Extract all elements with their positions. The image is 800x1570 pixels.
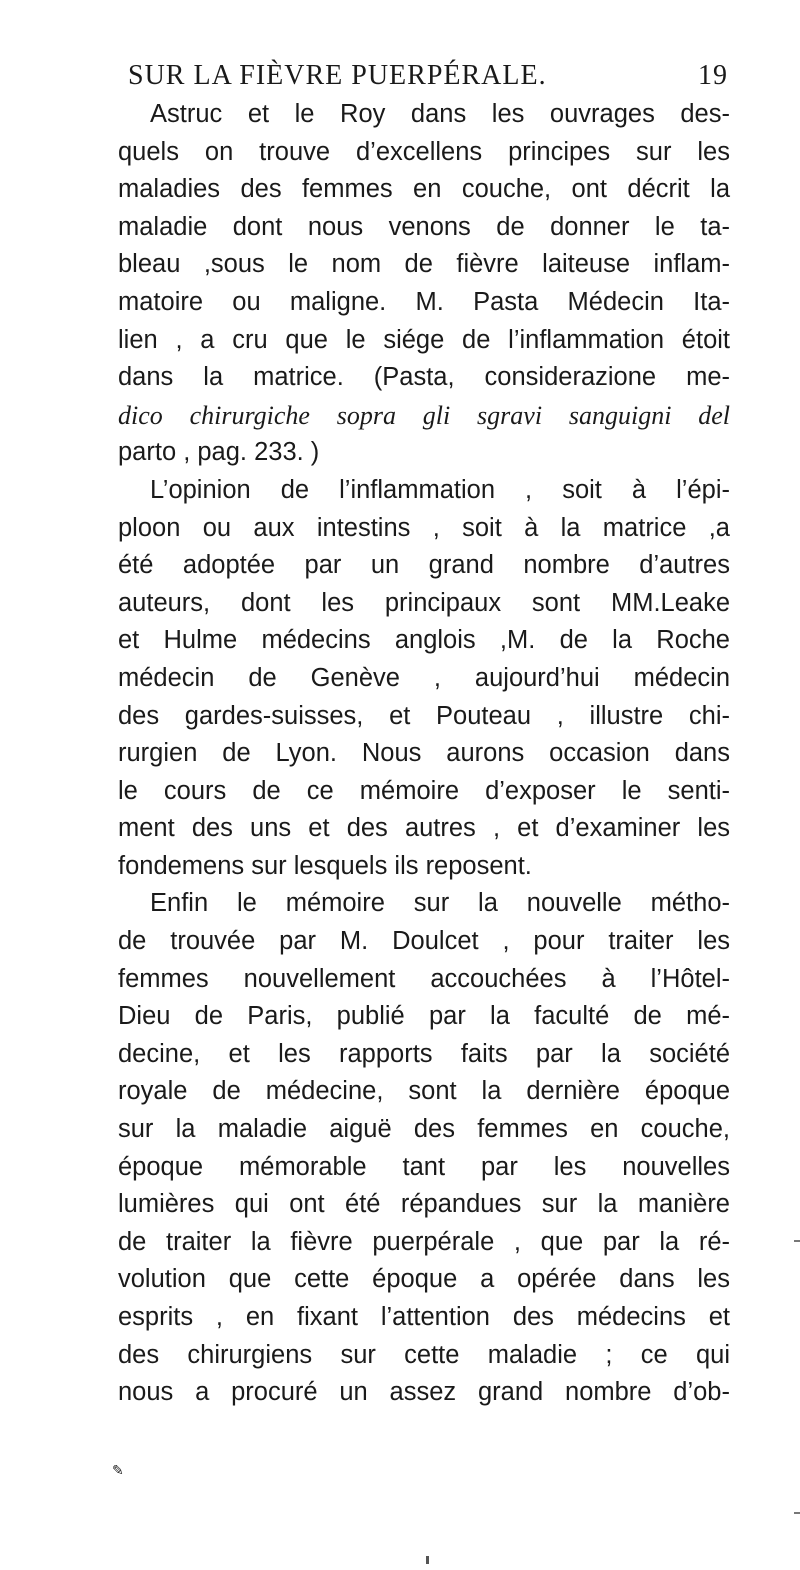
text-line: Dieu de Paris, publié par la faculté de mé- — [118, 1002, 730, 1031]
text-line: royale de médecine, sont la dernière époque — [118, 1077, 730, 1106]
text-line: époque mémorable tant par les nouvelles — [118, 1152, 730, 1181]
text-line: ploon ou aux intestins , soit à la matrice ,a — [118, 513, 730, 542]
edge-tick — [794, 1512, 800, 1514]
text-line: de trouvée par M. Doulcet , pour traiter les — [118, 927, 730, 956]
text-line: le cours de ce mémoire d’exposer le senti- — [118, 776, 730, 805]
citation-line: parto , pag. 233. ) — [118, 438, 320, 467]
text-line: médecin de Genève , aujourd’hui médecin — [118, 663, 730, 692]
text-line: quels on trouve d’excellens principes sur les — [118, 137, 730, 166]
body-text — [118, 96, 730, 1412]
text-line: maladie dont nous venons de donner le ta- — [118, 212, 730, 241]
text-line: de traiter la fièvre puerpérale , que par la ré- — [118, 1227, 730, 1256]
text-line: et Hulme médecins anglois ,M. de la Roche — [118, 626, 730, 655]
text-line: esprits , en fixant l’attention des médecins et — [118, 1303, 730, 1331]
running-head — [128, 60, 728, 96]
ink-speck — [426, 1556, 429, 1564]
text-line: lien , a cru que le siége de l’inflammation étoit — [118, 325, 730, 354]
page-number: 19 — [698, 60, 728, 91]
text-line: été adoptée par un grand nombre d’autres — [118, 551, 730, 580]
text-line: sur la maladie aiguë des femmes en couche, — [118, 1115, 730, 1144]
text-line: Astruc et le Roy dans les ouvrages des- — [150, 100, 730, 128]
text-line: des chirurgiens sur cette maladie ; ce qui — [118, 1340, 730, 1369]
text-line: femmes nouvellement accouchées à l’Hôtel- — [118, 964, 730, 993]
margin-mark-icon: ✎ — [112, 1463, 124, 1479]
text-line: L’opinion de l’inflammation , soit à l’épi- — [150, 475, 730, 504]
text-line: decine, et les rapports faits par la société — [118, 1039, 730, 1068]
text-line: matoire ou maligne. M. Pasta Médecin Ita- — [118, 287, 730, 316]
running-head-title: SUR LA FIÈVRE PUERPÉRALE. — [128, 60, 547, 91]
text-line: auteurs, dont les principaux sont MM.Leake — [118, 588, 730, 617]
text-line: des gardes-suisses, et Pouteau , illustre chi- — [118, 701, 730, 730]
text-line: volution que cette époque a opérée dans les — [118, 1265, 730, 1294]
text-line: rurgien de Lyon. Nous aurons occasion dans — [118, 739, 730, 768]
text-line: bleau ,sous le nom de fièvre laiteuse inflam- — [118, 250, 730, 279]
edge-tick — [794, 1240, 800, 1242]
text-line: nous a procuré un assez grand nombre d’ob- — [118, 1378, 730, 1407]
text-line: ment des uns et des autres , et d’examiner les — [118, 814, 730, 843]
text-line: fondemens sur lesquels ils reposent. — [118, 851, 532, 880]
text-line: maladies des femmes en couche, ont décrit la — [118, 175, 730, 204]
text-line: lumières qui ont été répandues sur la manière — [118, 1190, 730, 1219]
citation-line: dico chirurgiche sopra gli sgravi sanguigni del — [118, 400, 730, 430]
text-line: Enfin le mémoire sur la nouvelle métho- — [150, 889, 730, 918]
text-line: dans la matrice. (Pasta, considerazione me- — [118, 363, 730, 392]
